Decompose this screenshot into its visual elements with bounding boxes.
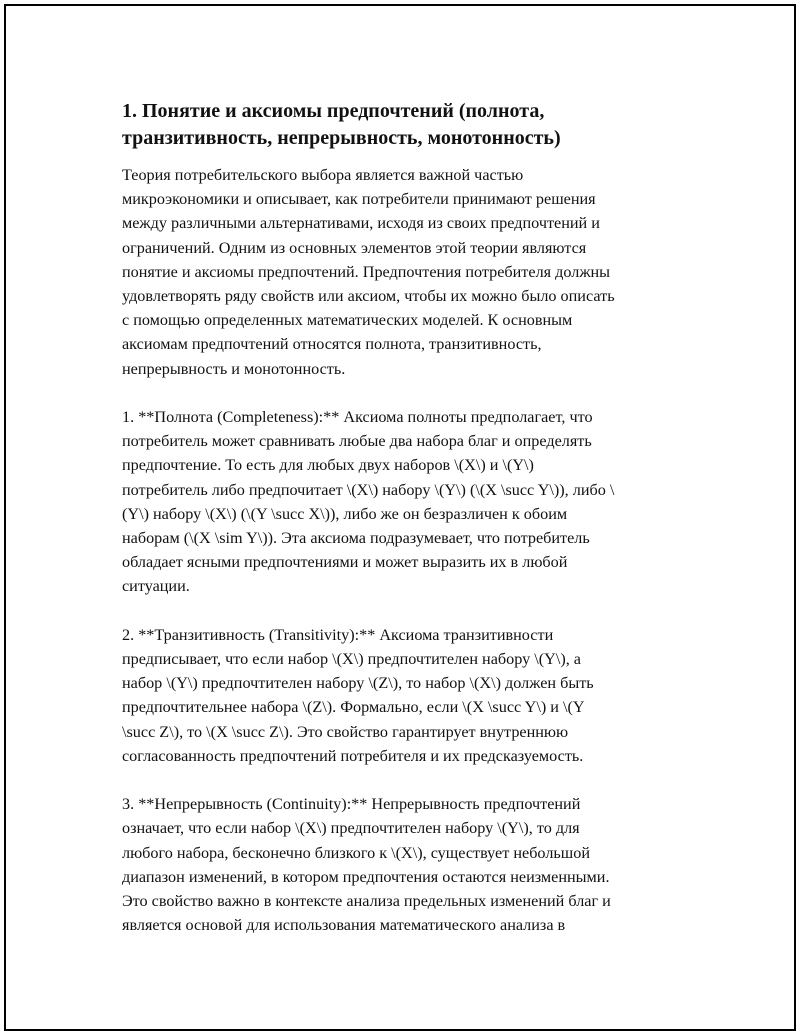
completeness-paragraph: [122, 405, 694, 599]
text-line: удовлетворять ряду свойств или аксиом, чтобы их можно было описать: [122, 287, 615, 306]
text-line: между различными альтернативами, исходя из своих предпочтений и: [122, 214, 600, 233]
text-line: 2. **Транзитивность (Transitivity):** Аксиома транзитивности: [122, 625, 554, 644]
transitivity-paragraph: [122, 623, 694, 768]
text-line: 3. **Непрерывность (Continuity):** Непрерывность предпочтений: [122, 795, 581, 814]
text-line: обладает ясными предпочтениями и может выразить их в любой: [122, 553, 568, 572]
heading-line: транзитивность, непрерывность, монотонность): [122, 127, 561, 149]
text-line: аксиомам предпочтений относятся полнота, транзитивность,: [122, 335, 542, 354]
text-line: Теория потребительского выбора является важной частью: [122, 166, 524, 184]
text-line: набор \(Y\) предпочтителен набору \(Z\), то набор \(X\) должен быть: [122, 674, 594, 693]
text-line: 1. **Полнота (Completeness):** Аксиома полноты предполагает, что: [122, 408, 593, 427]
continuity-paragraph: [122, 792, 694, 937]
text-line: (Y\) набору \(X\) (\(Y \succ X\)), либо же он безразличен к обоим: [122, 504, 568, 523]
text-line: наборам (\(X \sim Y\)). Эта аксиома подразумевает, что потребитель: [122, 529, 590, 548]
page-frame: [4, 4, 796, 1031]
text-line: ограничений. Одним из основных элементов этой теории являются: [122, 238, 587, 257]
text-line: потребитель либо предпочитает \(X\) набору \(Y\) (\(X \succ Y\)), либо \: [122, 480, 615, 499]
text-line: предпочтительнее набора \(Z\). Формально, если \(X \succ Y\) и \(Y: [122, 698, 585, 717]
text-line: \succ Z\), то \(X \succ Z\). Это свойство гарантирует внутреннюю: [122, 722, 569, 741]
text-line: означает, что если набор \(X\) предпочтителен набору \(Y\), то для: [122, 819, 580, 838]
text-line: является основой для использования математического анализа в: [122, 916, 566, 935]
section-heading: [122, 98, 694, 152]
text-line: согласованность предпочтений потребителя и их предсказуемость.: [122, 746, 584, 765]
text-line: с помощью определенных математических моделей. К основным: [122, 311, 573, 330]
document-body: [122, 98, 694, 937]
heading-line: 1. Понятие и аксиомы предпочтений (полнота,: [122, 100, 545, 122]
text-line: ситуации.: [122, 577, 190, 596]
text-line: предписывает, что если набор \(X\) предпочтителен набору \(Y\), а: [122, 650, 581, 669]
text-line: Это свойство важно в контексте анализа предельных изменений благ и: [122, 892, 611, 911]
text-line: понятие и аксиомы предпочтений. Предпочтения потребителя должны: [122, 262, 611, 281]
text-line: диапазон изменений, в котором предпочтения остаются неизменными.: [122, 867, 610, 886]
text-line: непрерывность и монотонность.: [122, 359, 346, 378]
text-line: любого набора, бесконечно близкого к \(X\), существует небольшой: [122, 843, 590, 862]
text-line: потребитель может сравнивать любые два набора благ и определять: [122, 432, 592, 451]
text-line: предпочтение. То есть для любых двух наборов \(X\) и \(Y\): [122, 456, 534, 475]
text-line: микроэкономики и описывает, как потребители принимают решения: [122, 190, 596, 209]
intro-paragraph: [122, 163, 694, 381]
